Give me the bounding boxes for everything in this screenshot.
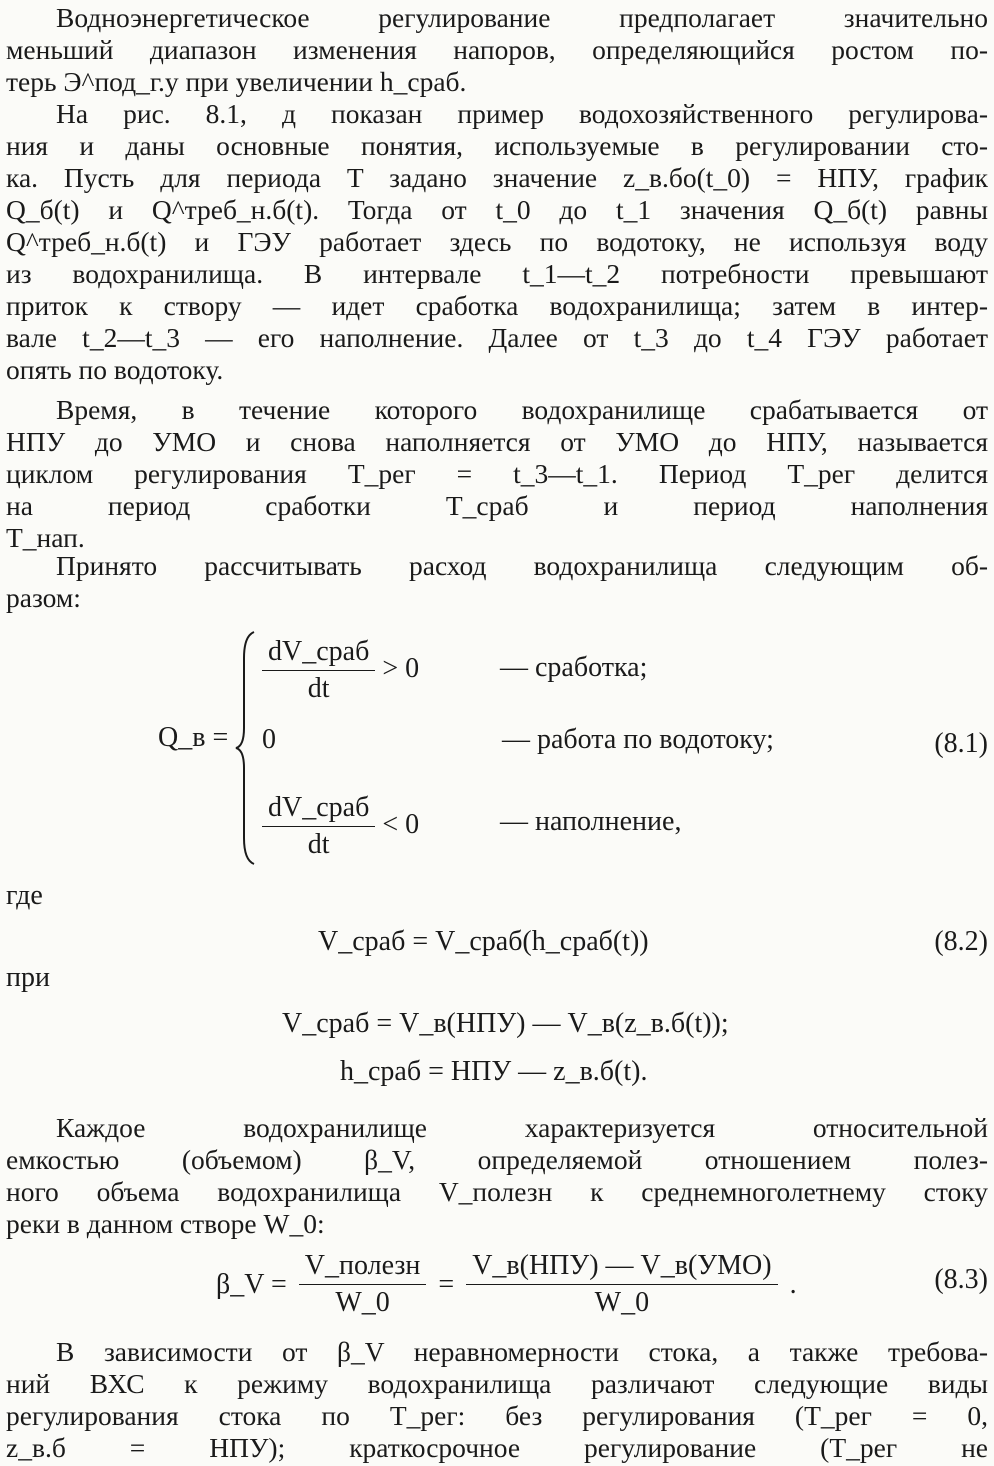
eq82a: V_сраб = V_в(НПУ) — V_в(z_в.б(t));	[282, 1008, 729, 1039]
fraction-numerator: V_полезн	[299, 1250, 427, 1285]
fraction	[262, 792, 375, 861]
text-line: разом:	[6, 582, 81, 613]
fraction-denominator: dt	[307, 829, 330, 860]
eq81-case1-label: — сработка;	[500, 652, 648, 683]
text-line: Водноэнергетическое регулирование предполагает значительно	[56, 2, 988, 33]
text-line: НПУ до УМО и снова наполняется от УМО до НПУ, называется	[6, 426, 988, 457]
text-line: емкостью (объемом) β_V, определяемой отношением полез-	[6, 1144, 988, 1175]
fraction	[299, 1250, 427, 1319]
period-sign: .	[789, 1268, 797, 1300]
eq83	[216, 1250, 797, 1319]
eq81-brace	[232, 628, 262, 868]
text-line: В зависимости от β_V неравномерности стока, а также требова-	[56, 1336, 988, 1367]
text-line: На рис. 8.1, д показан пример водохозяйственного регулирова-	[56, 98, 988, 129]
eq81-case3	[262, 792, 419, 861]
text-line: Q_б(t) и Q^треб_н.б(t). Тогда от t_0 до t_1 значения Q_б(t) равны	[6, 194, 988, 225]
equals-sign: =	[438, 1268, 455, 1300]
fraction	[262, 636, 375, 705]
where-word: где	[6, 880, 43, 911]
text-line: приток к створу — идет сработка водохранилища; затем в интер-	[6, 290, 988, 321]
relation: < 0	[382, 808, 420, 840]
fraction-numerator: V_в(НПУ) — V_в(УМО)	[466, 1250, 777, 1285]
text-line: терь Э^под_г.у при увеличении h_сраб.	[6, 66, 467, 97]
eq81-case3-label: — наполнение,	[500, 806, 682, 837]
text-line: ний ВХС к режиму водохранилища различают следующие виды	[6, 1368, 988, 1399]
paragraph-4	[6, 550, 988, 614]
eq81-case1	[262, 636, 419, 705]
fraction-numerator: dV_сраб	[262, 792, 375, 827]
pri-word: при	[6, 962, 50, 993]
paragraph-2	[6, 98, 988, 386]
eq81-case2-label: — работа по водотоку;	[502, 724, 774, 755]
text-line: циклом регулирования T_рег = t_3—t_1. Период T_рег делится	[6, 458, 988, 489]
eq81-lhs: Q_в =	[158, 722, 229, 753]
text-line: Q^треб_н.б(t) и ГЭУ работает здесь по водотоку, не используя воду	[6, 226, 988, 257]
text-line: регулирования стока по T_рег: без регулирования (T_рег = 0,	[6, 1400, 988, 1431]
eq83-number: (8.3)	[934, 1264, 988, 1295]
text-line: из водохранилища. В интервале t_1—t_2 потребности превышают	[6, 258, 988, 289]
relation: > 0	[382, 652, 420, 684]
text-line: Принято рассчитывать расход водохранилища следующим об-	[56, 550, 988, 581]
text-line: на период сработки T_сраб и период наполнения	[6, 490, 988, 521]
text-line: ного объема водохранилища V_полезн к среднемноголетнему стоку	[6, 1176, 988, 1207]
eq83-lhs: β_V =	[216, 1268, 287, 1300]
text-line: Время, в течение которого водохранилище срабатывается от	[56, 394, 988, 425]
paragraph-1	[6, 2, 988, 98]
fraction-numerator: dV_сраб	[262, 636, 375, 671]
fraction-denominator: W_0	[335, 1287, 390, 1318]
text-line: реки в данном створе W_0:	[6, 1208, 325, 1239]
text-line: Каждое водохранилище характеризуется относительной	[56, 1112, 988, 1143]
fraction-denominator: W_0	[594, 1287, 650, 1318]
text-line: T_нап.	[6, 522, 85, 553]
eq82-number: (8.2)	[934, 926, 988, 957]
text-line: z_в.б = НПУ); краткосрочное регулирование (T_рег не	[6, 1432, 988, 1463]
text-line: вале t_2—t_3 — его наполнение. Далее от t_3 до t_4 ГЭУ работает	[6, 322, 988, 353]
paragraph-5	[6, 1112, 988, 1240]
eq81-case2: 0	[262, 724, 276, 755]
paragraph-6	[6, 1336, 988, 1464]
eq81-number: (8.1)	[934, 728, 988, 759]
text-line: ния и даны основные понятия, используемые в регулировании сто-	[6, 130, 988, 161]
paragraph-3	[6, 394, 988, 554]
fraction-denominator: dt	[307, 673, 330, 704]
eq82: V_сраб = V_сраб(h_сраб(t))	[318, 926, 649, 957]
fraction	[466, 1250, 777, 1319]
text-line: ка. Пусть для периода T задано значение z_в.бо(t_0) = НПУ, график	[6, 162, 988, 193]
text-line: опять по водотоку.	[6, 354, 224, 385]
text-line: меньший диапазон изменения напоров, определяющийся ростом по-	[6, 34, 988, 65]
eq82b: h_сраб = НПУ — z_в.б(t).	[340, 1056, 648, 1087]
